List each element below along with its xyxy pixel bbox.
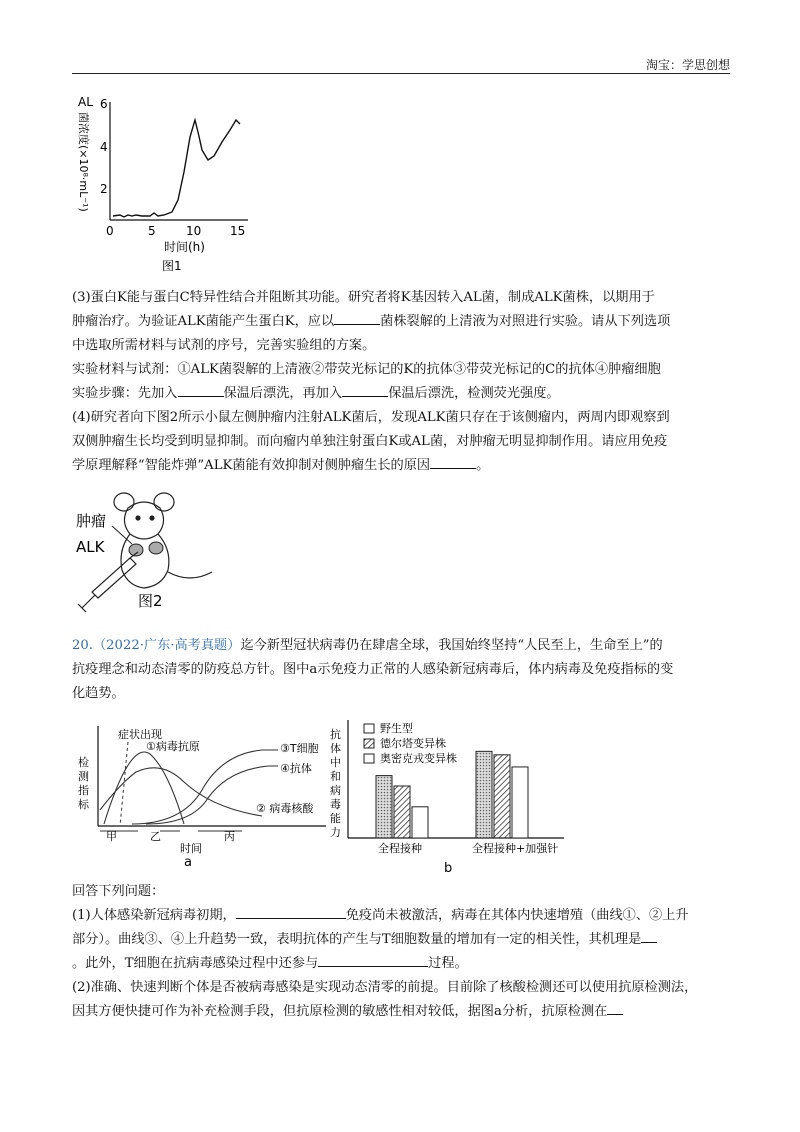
q3-steps: 保温后漂洗，再加入 bbox=[223, 386, 343, 401]
stage-yi: 乙 bbox=[150, 830, 161, 843]
header-rule bbox=[72, 73, 730, 74]
figa-ylabel: 测 bbox=[78, 770, 89, 783]
figb-ylabel: 力 bbox=[330, 826, 341, 839]
curve-antigen bbox=[104, 752, 184, 824]
symptom-line bbox=[120, 742, 128, 826]
header-text: 淘宝：学思创想 bbox=[645, 58, 730, 72]
legend-swatch-wildtype bbox=[364, 724, 374, 733]
answer-line: 过程。 bbox=[428, 956, 468, 971]
group-label: 全程接种 bbox=[378, 842, 422, 855]
legend-label: 野生型 bbox=[380, 722, 413, 735]
bar-wildtype bbox=[476, 751, 492, 838]
legend-label: 奥密克戎变异株 bbox=[380, 752, 457, 765]
symptom-label: 症状出现 bbox=[118, 728, 162, 741]
q20-line: 抗疫理念和动态清零的防疫总方针。图中a示免疫力正常的人感染新冠病毒后，体内病毒及免疫指标的变 bbox=[72, 662, 674, 677]
q20-line: 迄今新型冠状病毒仍在肆虐全球，我国始终坚持“人民至上，生命至上”的 bbox=[240, 638, 663, 653]
question-number: 20. bbox=[72, 638, 93, 653]
syringe bbox=[78, 552, 138, 612]
answer-blank[interactable] bbox=[236, 904, 346, 919]
answer-line: 。此外，T细胞在抗病毒感染过程中还参与 bbox=[72, 956, 319, 971]
stage-jia: 甲 bbox=[106, 830, 117, 843]
stage-bing: 丙 bbox=[224, 830, 235, 843]
question-3 bbox=[72, 286, 732, 406]
figb-ylabel: 病 bbox=[330, 784, 341, 797]
fig1-ylabel-title: AL bbox=[78, 95, 93, 109]
answer-blank[interactable] bbox=[342, 382, 388, 397]
label-alk: ALK bbox=[76, 538, 105, 556]
answer-line: 免疫尚未被激活，病毒在其体内快速增殖（曲线①、②上升 bbox=[345, 908, 689, 923]
q3-steps: 保温后漂洗，检测荧光强度。 bbox=[388, 386, 560, 401]
question-4 bbox=[72, 406, 732, 478]
label-curve3: ③T细胞 bbox=[280, 742, 319, 755]
q4-line: (4)研究者向下图2所示小鼠左侧肿瘤内注射ALK菌后，发现ALK菌只存在于该侧瘤内，两周内即观察到 bbox=[72, 410, 670, 425]
q3-line: 肿瘤治疗。为验证ALK菌能产生蛋白K，应以 bbox=[72, 314, 335, 329]
answer-line: (1)人体感染新冠病毒初期， bbox=[72, 908, 236, 923]
answer-blank[interactable] bbox=[607, 1000, 623, 1015]
figb-ylabel: 能 bbox=[330, 812, 341, 825]
answer-intro: 回答下列问题： bbox=[72, 884, 165, 899]
tumor-right bbox=[149, 542, 163, 554]
figa-xlabel: 时间 bbox=[180, 842, 202, 855]
fig1-xtick: 0 bbox=[106, 224, 114, 238]
bar-delta bbox=[394, 786, 410, 838]
label-curve2: ② 病毒核酸 bbox=[256, 802, 314, 815]
legend-swatch-delta bbox=[364, 739, 374, 748]
answer-blank[interactable] bbox=[318, 952, 428, 967]
fig1-caption: 图1 bbox=[162, 259, 182, 273]
question-source[interactable]: （2022·广东·高考真题） bbox=[92, 638, 241, 653]
fig1-curve bbox=[113, 120, 240, 217]
fig1-ylabel: 菌浓度(×10⁸·mL⁻¹) bbox=[77, 112, 90, 212]
answer-section bbox=[72, 880, 732, 1024]
figb-caption: b bbox=[444, 861, 453, 876]
figa-ylabel: 检 bbox=[78, 756, 89, 769]
fig1-xtick: 5 bbox=[148, 224, 156, 238]
q4-line: 双侧肿瘤生长均受到明显抑制。而向瘤内单独注射蛋白K或AL菌，对肿瘤无明显抑制作用。请应用免疫 bbox=[72, 434, 668, 449]
bar-omicron bbox=[512, 767, 528, 838]
figb-ylabel: 和 bbox=[330, 770, 341, 783]
answer-line: 因其方便快捷可作为补充检测手段，但抗原检测的敏感性相对较低，据图a分析，抗原检测在 bbox=[72, 1004, 608, 1019]
answer-blank[interactable] bbox=[430, 454, 476, 469]
fig1-ytick: 4 bbox=[100, 140, 108, 154]
figure-1 bbox=[72, 92, 262, 282]
figa-ylabel: 指 bbox=[78, 784, 89, 797]
figure-b bbox=[326, 716, 576, 876]
answer-line: (2)准确、快速判断个体是否被病毒感染是实现动态清零的前提。目前除了核酸检测还可以使用抗原检测法， bbox=[72, 980, 698, 995]
q20-line: 化趋势。 bbox=[72, 686, 125, 701]
label-curve1: ①病毒抗原 bbox=[146, 740, 200, 753]
bar-omicron bbox=[412, 807, 428, 838]
fig1-ytick: 2 bbox=[100, 182, 108, 196]
q3-line: (3)蛋白K能与蛋白C特异性结合并阻断其功能。研究者将K基因转入AL菌，制成ALK菌株，以期用于 bbox=[72, 290, 655, 305]
figb-ylabel: 体 bbox=[330, 742, 341, 755]
label-curve4: ④抗体 bbox=[280, 762, 312, 775]
bar-wildtype bbox=[376, 776, 392, 838]
q3-materials: 实验材料与试剂：①ALK菌裂解的上清液②带荧光标记的K的抗体③带荧光标记的C的抗体④肿瘤细胞 bbox=[72, 362, 661, 377]
answer-blank[interactable] bbox=[641, 928, 657, 943]
figa-ylabel: 标 bbox=[78, 798, 89, 811]
figa-caption: a bbox=[184, 855, 192, 870]
q4-line: 。 bbox=[476, 458, 490, 473]
bar-delta bbox=[494, 755, 510, 838]
answer-blank[interactable] bbox=[178, 382, 224, 397]
fig1-xtick: 10 bbox=[186, 224, 202, 238]
fig2-caption: 图2 bbox=[138, 592, 163, 610]
fig1-ytick: 6 bbox=[100, 97, 108, 111]
q3-line: 中选取所需材料与试剂的序号，完善实验组的方案。 bbox=[72, 338, 376, 353]
legend-label: 德尔塔变异株 bbox=[380, 737, 446, 750]
q3-line: 菌株裂解的上清液为对照进行实验。请从下列选项 bbox=[380, 314, 671, 329]
figb-ylabel: 抗 bbox=[330, 728, 341, 741]
figb-ylabel: 毒 bbox=[330, 798, 341, 811]
label-tumor: 肿瘤 bbox=[76, 512, 107, 530]
q4-line: 学原理解释“智能炸弹”ALK菌能有效抑制对侧肿瘤生长的原因 bbox=[72, 458, 431, 473]
answer-line: 部分）。曲线③、④上升趋势一致，表明抗体的产生与T细胞数量的增加有一定的相关性，其机理是 bbox=[72, 932, 642, 947]
q3-steps: 实验步骤：先加入 bbox=[72, 386, 178, 401]
group-label: 全程接种+加强针 bbox=[472, 842, 559, 855]
question-20 bbox=[72, 634, 732, 706]
fig1-xlabel: 时间(h) bbox=[164, 240, 205, 254]
legend-swatch-omicron bbox=[364, 754, 374, 763]
figure-2 bbox=[72, 488, 232, 618]
figb-ylabel: 中 bbox=[330, 756, 341, 769]
fig1-xtick: 15 bbox=[230, 224, 246, 238]
answer-blank[interactable] bbox=[334, 310, 380, 325]
figure-a bbox=[72, 720, 342, 870]
curve-nucleic bbox=[100, 768, 262, 816]
